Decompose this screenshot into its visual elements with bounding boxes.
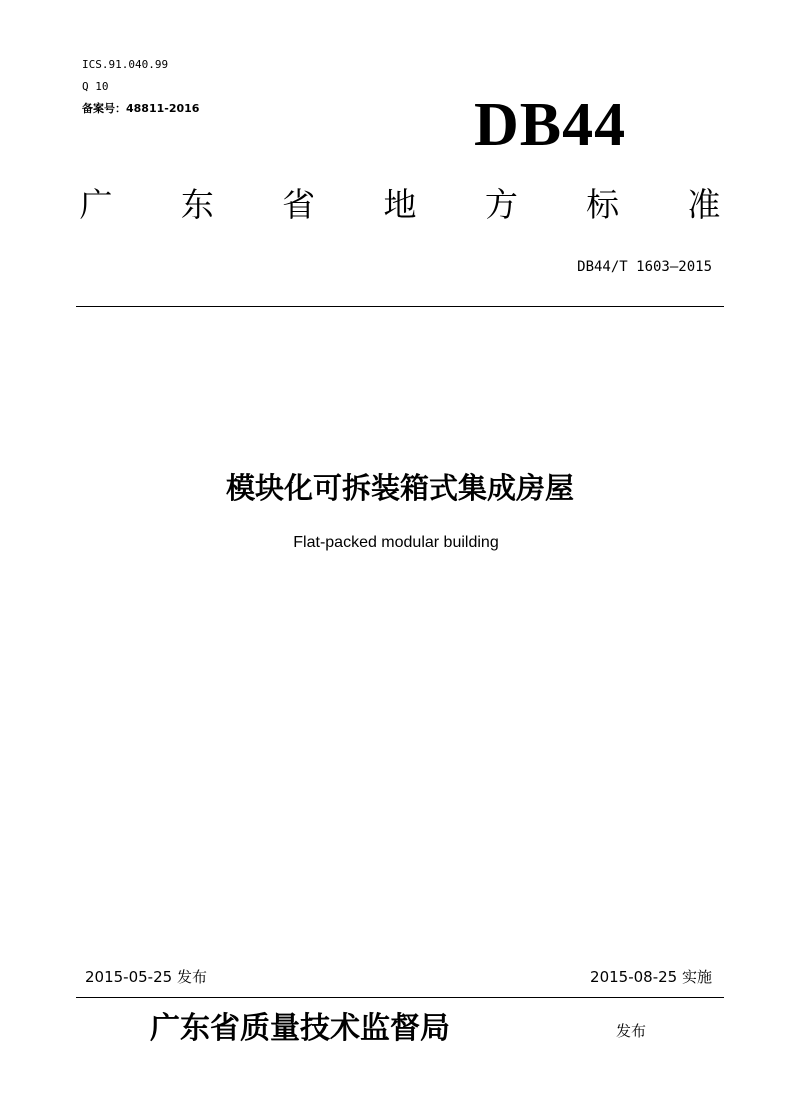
standard-type-char: 省 bbox=[282, 185, 316, 224]
standard-type-char: 方 bbox=[484, 185, 518, 224]
issuing-authority-suffix: 发布 bbox=[616, 1022, 647, 1040]
standard-number: DB44/T 1603—2015 bbox=[577, 259, 712, 275]
standard-type-char: 广 bbox=[79, 185, 113, 224]
standard-type-char: 地 bbox=[383, 185, 417, 224]
standard-type-heading bbox=[76, 182, 724, 228]
issuing-authority: 广东省质量技术监督局 bbox=[150, 1011, 450, 1046]
standard-type-char: 准 bbox=[687, 185, 721, 224]
bottom-divider bbox=[76, 997, 724, 998]
implementation-date: 2015-08-25 实施 bbox=[590, 968, 712, 986]
classification-code: Q 10 bbox=[82, 80, 109, 93]
document-title-english: Flat-packed modular building bbox=[293, 534, 499, 551]
ics-code: ICS.91.040.99 bbox=[82, 58, 169, 71]
filing-number: 备案号：48811-2016 bbox=[82, 102, 200, 115]
standard-code: DB44 bbox=[474, 91, 627, 159]
issue-date: 2015-05-25 发布 bbox=[85, 968, 207, 986]
top-divider bbox=[76, 306, 724, 307]
standard-type-char: 标 bbox=[586, 185, 620, 224]
standard-type-char: 东 bbox=[180, 185, 214, 224]
document-title-chinese: 模块化可拆装箱式集成房屋 bbox=[225, 471, 574, 505]
